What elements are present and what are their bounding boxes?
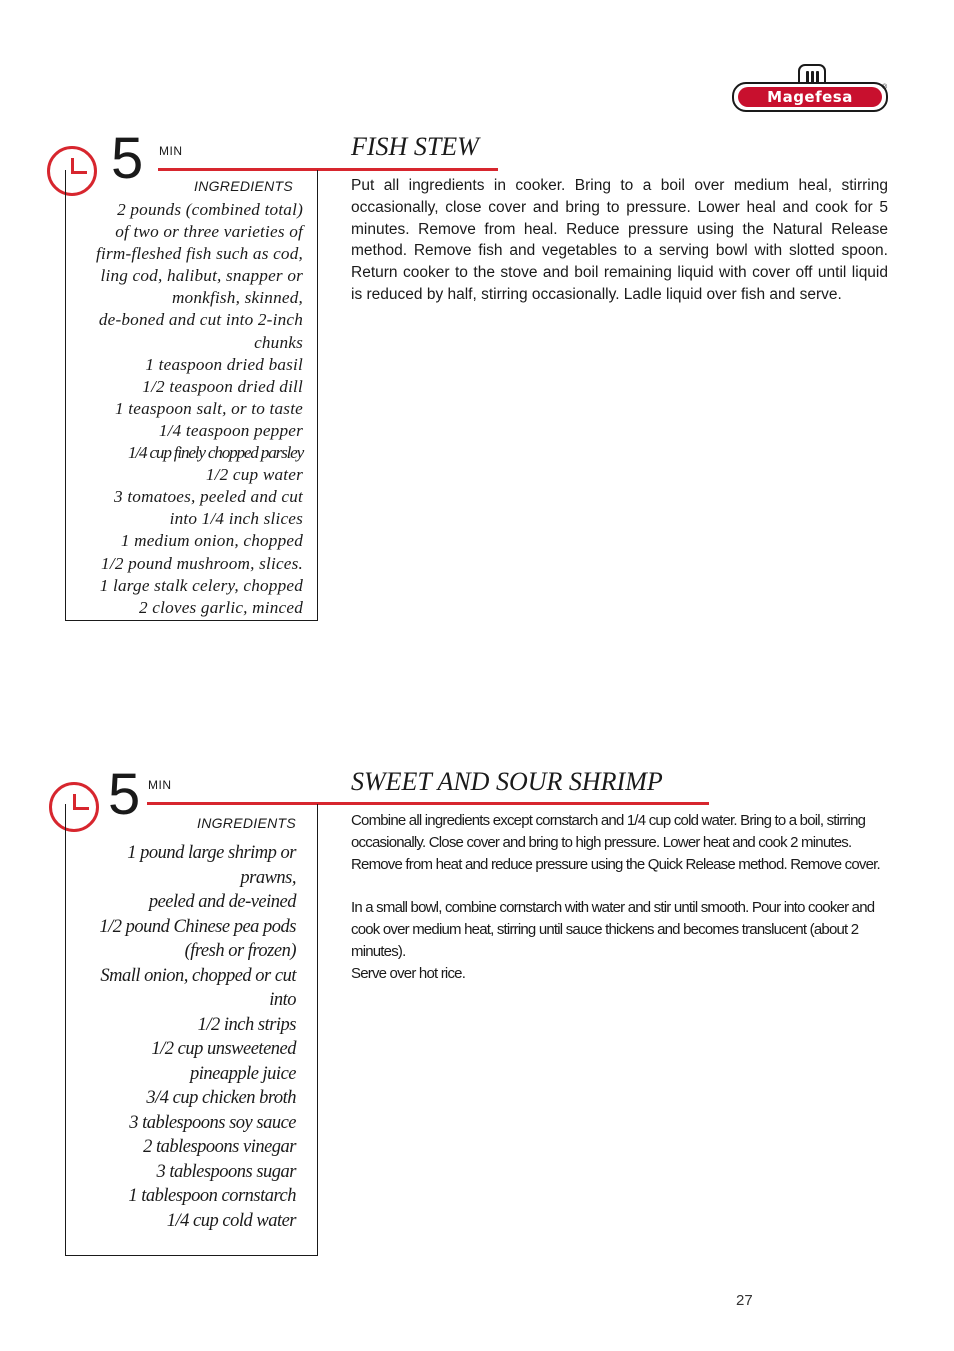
- cook-time-number: 5: [108, 762, 141, 827]
- ingredient-item: (fresh or frozen): [184, 941, 296, 961]
- registered-mark: ®: [882, 84, 888, 91]
- recipe-title: SWEET AND SOUR SHRIMP: [351, 767, 663, 796]
- ingredient-item: 1/2 pound Chinese pea pods: [99, 916, 296, 937]
- method-text: [351, 810, 891, 1007]
- ingredients-box: [65, 804, 318, 1256]
- ingredient-item: 1 teaspoon dried basil: [145, 354, 303, 374]
- ingredient-item: 3 tablespoons sugar: [156, 1161, 296, 1182]
- page-number: 27: [736, 1292, 753, 1309]
- ingredient-item: 2 cloves garlic, minced: [138, 597, 303, 617]
- ingredient-item: pineapple juice: [189, 1063, 296, 1084]
- method-paragraph: Combine all ingredients except cornstarch and 1/4 cup cold water. Bring to a boil, stirring occasionally. Close cover and bring to high pressure. Lower heat and cook 2 minutes. Remove from heat and reduce pressure using the Quick Release method. Remove cover.: [351, 812, 880, 873]
- brand-logo: [730, 64, 890, 114]
- ingredient-item: into: [269, 990, 296, 1010]
- ingredient-item: 2 pounds (combined total): [117, 200, 303, 219]
- brand-name: Magefesa: [738, 87, 882, 107]
- ingredient-item: 1/2 cup water: [205, 465, 303, 485]
- ingredient-item: Small onion, chopped or cut: [100, 965, 296, 986]
- ingredient-item: 1/4 teaspoon pepper: [158, 420, 303, 440]
- ingredient-item: 1/4 cup cold water: [166, 1210, 296, 1231]
- ingredient-item: 1/2 cup unsweetened: [151, 1039, 296, 1059]
- ingredient-item: prawns,: [240, 867, 296, 888]
- ingredient-item: monkfish, skinned,: [171, 288, 303, 308]
- ingredient-item: 1 teaspoon salt, or to taste: [115, 398, 303, 418]
- ingredient-item: 1 tablespoon cornstarch: [128, 1186, 296, 1206]
- ingredients-heading: INGREDIENTS: [194, 178, 293, 194]
- recipe-title: FISH STEW: [351, 132, 479, 161]
- ingredient-item: 3 tablespoons soy sauce: [129, 1112, 296, 1133]
- ingredient-item: into 1/4 inch slices: [169, 509, 303, 529]
- ingredient-item: 1/4 cup finely chopped parsley: [128, 443, 303, 463]
- ingredients-list: [96, 199, 303, 619]
- method-paragraph: In a small bowl, combine cornstarch with water and stir until smooth. Pour into cooker and cook over medium heat, stirring until sauce thickens and becomes translucent (about 2 minutes). Serve over hot rice.: [351, 899, 875, 982]
- ingredients-list: [99, 841, 296, 1233]
- cook-time-unit: MIN: [159, 144, 183, 158]
- ingredient-item: peeled and de-veined: [148, 892, 296, 912]
- logo-pill: [732, 82, 888, 112]
- ingredient-item: 2 tablespoons vinegar: [143, 1137, 296, 1157]
- ingredient-item: 3/4 cup chicken broth: [146, 1088, 296, 1108]
- ingredient-item: 3 tomatoes, peeled and cut: [114, 487, 303, 507]
- ingredient-item: firm-fleshed fish such as cod,: [96, 244, 303, 264]
- ingredients-box: [65, 170, 318, 621]
- cook-time-unit: MIN: [148, 778, 172, 792]
- ingredient-item: 1 pound large shrimp or: [127, 843, 296, 863]
- cook-time-number: 5: [111, 126, 144, 191]
- ingredient-item: 1 large stalk celery, chopped: [99, 575, 303, 595]
- ingredients-heading: INGREDIENTS: [197, 815, 296, 831]
- ingredient-item: ling cod, halibut, snapper or: [100, 266, 303, 286]
- ingredient-item: of two or three varieties of: [115, 222, 303, 242]
- ingredient-item: 1/2 pound mushroom, slices.: [101, 553, 303, 573]
- ingredient-item: 1/2 teaspoon dried dill: [142, 376, 303, 396]
- ingredient-item: 1 medium onion, chopped: [120, 531, 303, 551]
- ingredient-item: de-boned and cut into 2-inch: [98, 310, 303, 330]
- method-text: Put all ingredients in cooker. Bring to a boil over medium heal, stirring occasionally, close cover and bring to pressure. Lower heal and cook for 5 minutes. Remove from heal. Reduce pressure using the Natural Release method. Remove fish and vegetables to a serving bowl with slotted spoon. Return cooker to the stove and boil remaining liquid with cover off until liquid is reduced by half, stirring occasionally. Ladle liquid over fish and serve.: [351, 177, 888, 303]
- ingredient-item: chunks: [254, 332, 303, 352]
- ingredient-item: 1/2 inch strips: [197, 1014, 296, 1035]
